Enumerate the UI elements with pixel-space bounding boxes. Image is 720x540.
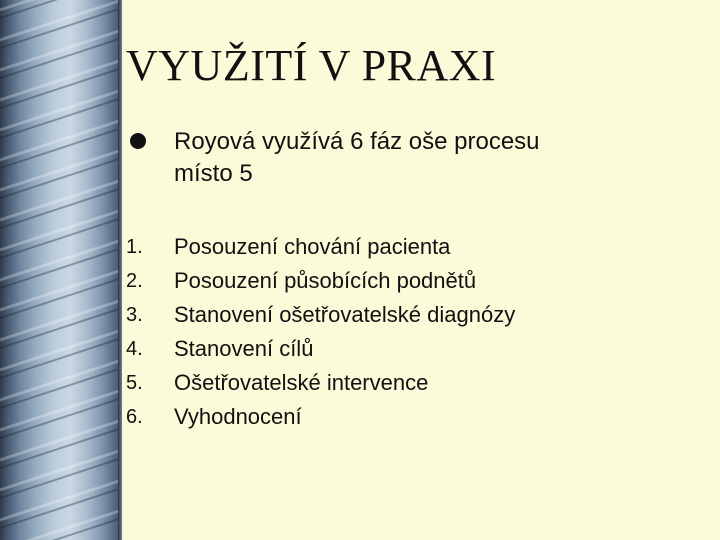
stripe-dark (0, 158, 122, 198)
step-number: 1. (126, 236, 143, 258)
stripe-dark (0, 98, 122, 138)
stripe-light (0, 240, 122, 280)
intro-bullet-text (174, 126, 674, 190)
stripe-light (0, 450, 122, 490)
stripe-dark (0, 278, 122, 318)
stripe-dark (0, 8, 122, 48)
side-band-edge (118, 0, 122, 540)
step-number: 2. (126, 270, 143, 292)
intro-bullet-line-1: Royová využívá 6 fáz oše procesu (174, 128, 540, 155)
step-text: Posouzení působících podnětů (174, 268, 477, 293)
stripe-light (0, 480, 122, 520)
process-step-4 (126, 332, 646, 366)
step-text: Ošetřovatelské intervence (174, 370, 429, 395)
stripe-light (0, 120, 122, 160)
stripe-light (0, 390, 122, 430)
process-step-5 (126, 366, 646, 400)
stripe-dark (0, 338, 122, 378)
step-text: Stanovení ošetřovatelské diagnózy (174, 302, 516, 327)
process-step-2 (126, 264, 646, 298)
stripe-dark (0, 428, 122, 468)
stripe-light (0, 360, 122, 400)
stripe-light (0, 0, 122, 40)
stripe-light (0, 180, 122, 220)
bullet-dot-icon (130, 133, 146, 149)
process-step-1 (126, 230, 646, 264)
step-number: 3. (126, 304, 143, 326)
stripe-light (0, 330, 122, 370)
stripe-light (0, 150, 122, 190)
stripe-dark (0, 248, 122, 288)
stripe-dark (0, 488, 122, 528)
stripe-dark (0, 368, 122, 408)
stripe-dark (0, 188, 122, 228)
step-number: 4. (126, 338, 143, 360)
stripe-light (0, 210, 122, 250)
stripe-light (0, 60, 122, 100)
step-text: Posouzení chování pacienta (174, 234, 451, 259)
stripe-dark (0, 458, 122, 498)
process-step-3 (126, 298, 646, 332)
process-steps-list (126, 230, 646, 434)
stripe-dark (0, 38, 122, 78)
stripe-light (0, 420, 122, 460)
decorative-side-band (0, 0, 122, 540)
stripe-dark (0, 68, 122, 108)
step-text: Stanovení cílů (174, 336, 314, 361)
step-number: 5. (126, 372, 143, 394)
step-number: 6. (126, 406, 143, 428)
intro-bullet-line-2: místo 5 (174, 160, 253, 187)
stripe-light (0, 270, 122, 310)
stripe-dark (0, 398, 122, 438)
stripe-dark (0, 308, 122, 348)
slide-title: VYUŽITÍ V PRAXI (126, 41, 497, 90)
stripe-light (0, 300, 122, 340)
stripe-dark (0, 128, 122, 168)
process-step-6 (126, 400, 646, 434)
diagonal-stripes-pattern (0, 0, 122, 540)
stripe-light (0, 90, 122, 130)
stripe-light (0, 30, 122, 70)
step-text: Vyhodnocení (174, 404, 302, 429)
stripe-dark (0, 218, 122, 258)
